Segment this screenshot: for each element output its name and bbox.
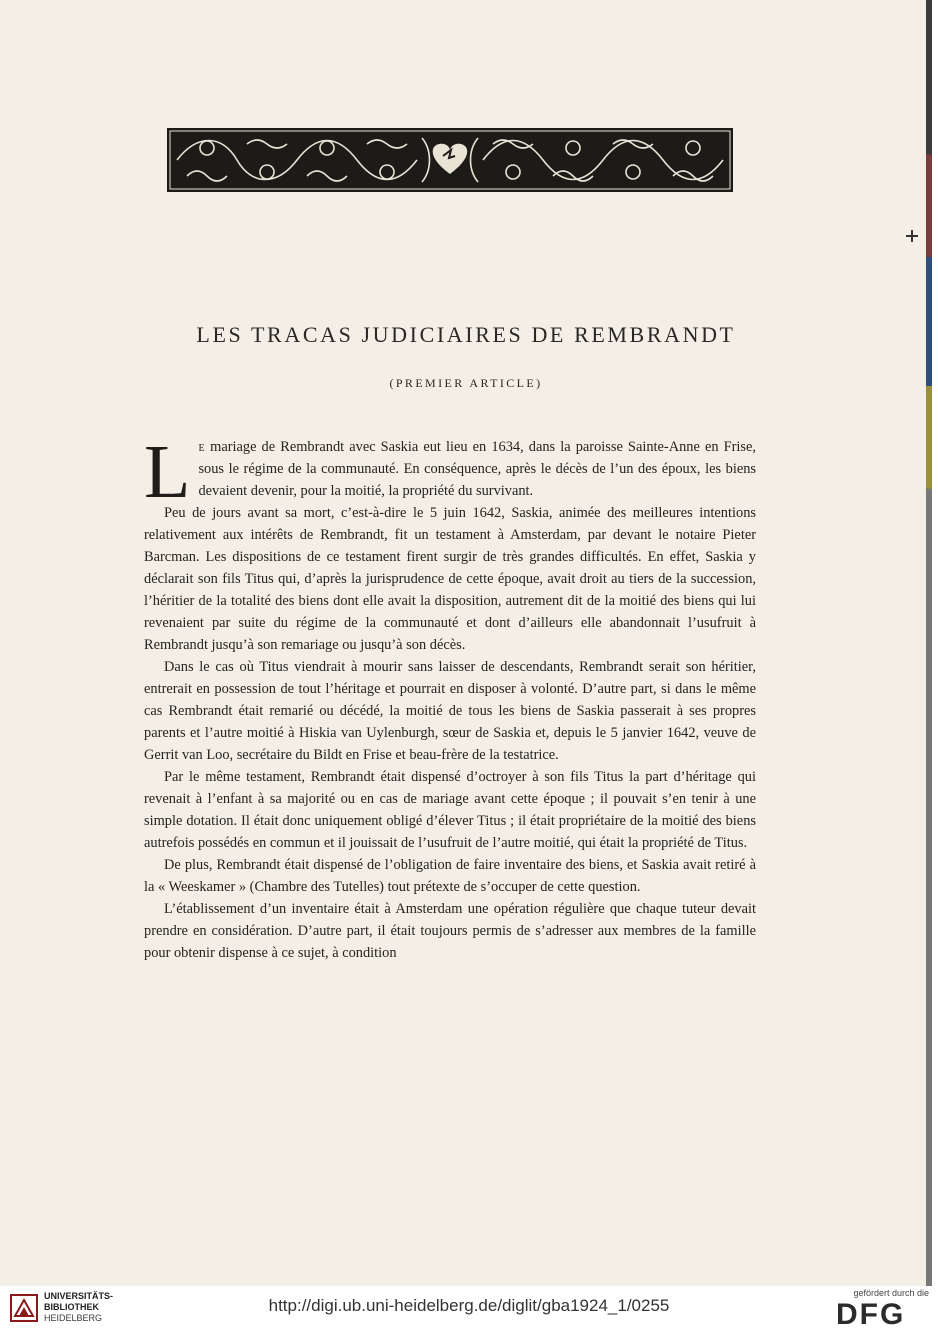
first-word-rest: e — [198, 439, 206, 455]
dfg-logo-icon — [836, 1300, 926, 1326]
institution-line-3: HEIDELBERG — [44, 1313, 103, 1323]
ornament-scroll-icon — [167, 128, 733, 192]
crop-mark-icon — [906, 230, 918, 242]
paragraph-5: De plus, Rembrandt était dispensé de l’obligation de faire inventaire des biens, et Saskia avait retiré à la « Weeskamer » (Chambre des Tutelles) tout prétexte de s’occuper de cette question. — [144, 857, 756, 895]
paragraph-6: L’établissement d’un inventaire était à Amsterdam une opération régulière que chaque tuteur devait prendre en considération. D’autre part, il était toujours permis de s’adresser aux membres de la famille pour obtenir dispense à ce sujet, à condition — [144, 901, 756, 961]
decorative-headpiece — [167, 128, 733, 192]
dfg-logo-text: DFG — [836, 1300, 906, 1326]
paragraph-1 — [144, 430, 756, 514]
article-body — [144, 430, 756, 964]
permalink-url[interactable]: http://digi.ub.uni-heidelberg.de/diglit/gba1924_1/0255 — [268, 1296, 670, 1315]
institution-line-1: UNIVERSITÄTS- — [44, 1291, 114, 1301]
institution-line-2: BIBLIOTHEK — [44, 1302, 99, 1312]
scan-color-bar — [926, 0, 932, 1286]
digitization-footer — [0, 1286, 938, 1329]
drop-cap: L — [144, 430, 191, 514]
article-subtitle: (PREMIER ARTICLE) — [389, 376, 543, 390]
paragraph-1-text: mariage de Rembrandt avec Saskia eut lieu en 1634, dans la paroisse Sainte-Anne en Frise, sous le régime de la communauté. En conséquence, après le décès de l’un des époux, les biens devaient devenir, pour la moitié, la propriété du survivant. — [198, 439, 756, 499]
paragraph-3: Dans le cas où Titus viendrait à mourir sans laisser de descendants, Rembrandt serait son héritier, entrerait en possession de tout l’héritage et pourrait en disposer à volonté. D’autre part, si dans le même cas Rembrandt était remarié ou décédé, la moitié de tous les biens de Saskia passerait à ses propres parents et l’autre moitié à Hiskia van Uylenburgh, sœur de Saskia et, depuis le 5 janvier 1642, veuve de Gerrit van Loo, secrétaire du Bildt en Frise et beau-frère de la testatrice. — [144, 659, 756, 763]
paragraph-4: Par le même testament, Rembrandt était dispensé d’octroyer à son fils Titus la part d’héritage qui revenait à l’enfant à sa majorité ou en cas de mariage avant cette époque ; il pouvait s’en tenir à une simple dotation. Il était donc uniquement obligé d’élever Titus ; il était propriétaire de la moitié des biens autrefois possédés en commun et il jouissait de l’usufruit de l’autre moitié, qui était la propriété de Titus. — [144, 769, 756, 851]
paragraph-2: Peu de jours avant sa mort, c’est-à-dire le 5 juin 1642, Saskia, animée des meilleures intentions relativement aux intérêts de Rembrandt, fit un testament à Amsterdam, par devant le notaire Pieter Barcman. Les dispositions de ce testament firent surgir de très grandes difficultés. En effet, Saskia y déclarait son fils Titus qui, d’après la jurisprudence de cette époque, avait droit au tiers de la succession, l’héritier de la totalité des biens dont elle avait la disposition, autrement dit de la moitié des biens qui lui revenaient par suite du régime de la communauté et dont d’ailleurs elle abandonnait l’usufruit à Rembrandt jusqu’à son remariage ou jusqu’à son décès. — [144, 505, 756, 653]
article-title: LES TRACAS JUDICIAIRES DE REMBRANDT — [196, 322, 736, 347]
funding-caption: gefördert durch die — [853, 1288, 929, 1298]
